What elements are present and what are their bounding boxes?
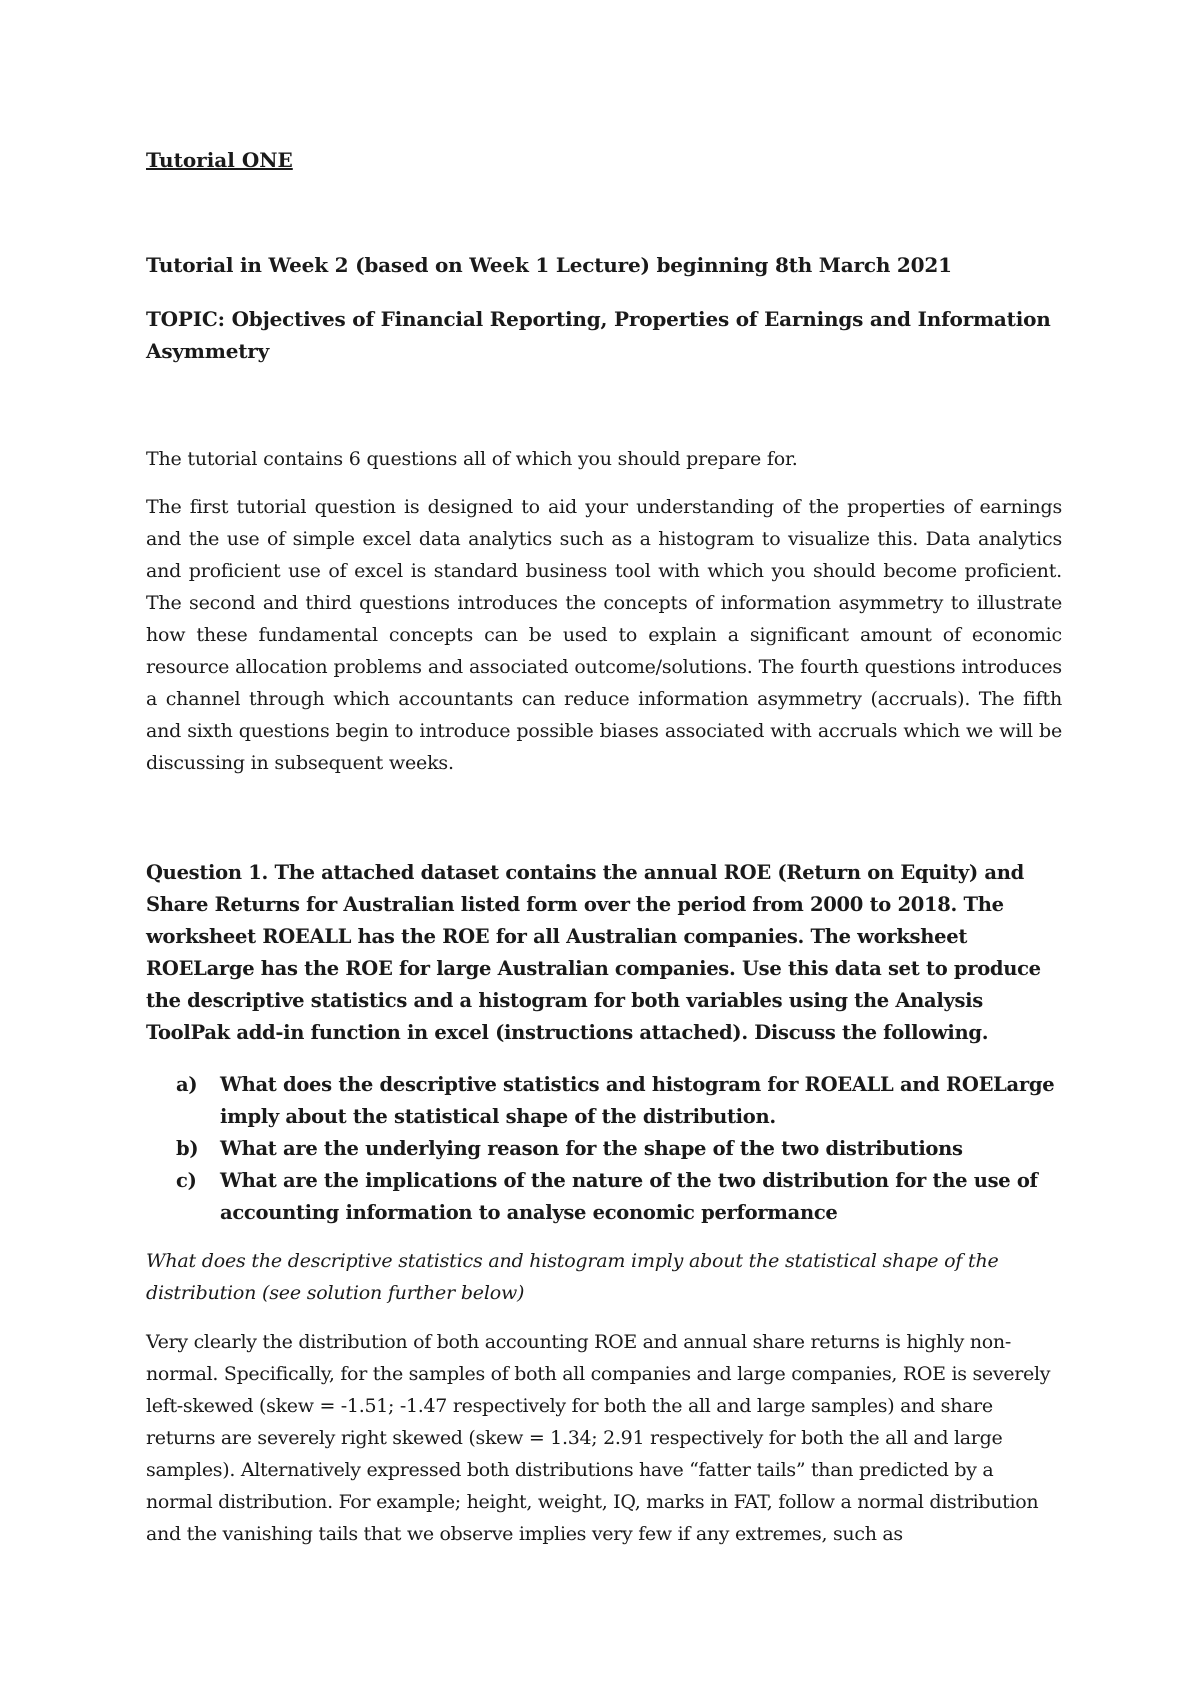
subquestion-label: c) — [176, 1169, 197, 1192]
topic-heading: TOPIC: Objectives of Financial Reporting, Properties of Earnings and Information Asymmetry — [146, 307, 1051, 363]
answer-paragraph: Very clearly the distribution of both accounting ROE and annual share returns is highly non-normal. Specifically, for the samples of both all companies and large companies, ROE is severely left-skewed (skew = -1.51; -1.47 respectively for both the all and large samples) and share returns are severely right skewed (skew = 1.34; 2.91 respectively for both the all and large samples). Alternatively expressed both distributions have “fatter tails” than predicted by a normal distribution. For example; height, weight, IQ, marks in FAT, follow a normal distribution and the vanishing tails that we observe implies very few if any extremes, such as — [146, 1331, 1051, 1545]
subquestion-item — [176, 1165, 1056, 1229]
intro-paragraph: The first tutorial question is designed to aid your understanding of the properties of earnings and the use of simple excel data analytics such as a histogram to visualize this. Data analytics and proficient use of excel is standard business tool with which you should become proficient. The second and third questions introduces the concepts of information asymmetry to illustrate how these fundamental concepts can be used to explain a significant amount of economic resource allocation problems and associated outcome/solutions. The fourth questions introduces a channel through which accountants can reduce information asymmetry (accruals). The fifth and sixth questions begin to introduce possible biases associated with accruals which we will be discussing in subsequent weeks. — [146, 496, 1062, 774]
subquestion-text: What are the implications of the nature of the two distribution for the use of accounting information to analyse economic performance — [220, 1169, 1038, 1224]
subquestion-label: b) — [176, 1137, 199, 1160]
subquestion-item — [176, 1069, 1056, 1133]
subquestion-item — [176, 1133, 1056, 1165]
subquestion-text: What does the descriptive statistics and histogram for ROEALL and ROELarge imply about the statistical shape of the distribution. — [220, 1073, 1055, 1128]
question-1: Question 1. The attached dataset contains the annual ROE (Return on Equity) and Share Returns for Australian listed form over the period from 2000 to 2018. The worksheet ROEALL has the ROE for all Australian companies. The worksheet ROELarge has the ROE for large Australian companies. Use this data set to produce the descriptive statistics and a histogram for both variables using the Analysis ToolPak add-in function in excel (instructions attached). Discuss the following. — [146, 861, 1041, 1044]
subquestion-label: a) — [176, 1073, 198, 1096]
document-title: Tutorial ONE — [146, 148, 293, 172]
intro-line: The tutorial contains 6 questions all of which you should prepare for. — [146, 448, 798, 470]
tutorial-heading: Tutorial in Week 2 (based on Week 1 Lecture) beginning 8th March 2021 — [146, 253, 952, 277]
subquestion-list — [176, 1069, 1056, 1229]
subquestion-text: What are the underlying reason for the shape of the two distributions — [220, 1137, 963, 1160]
answer-heading: What does the descriptive statistics and histogram imply about the statistical shape of the distribution (see solution further below) — [146, 1250, 999, 1304]
